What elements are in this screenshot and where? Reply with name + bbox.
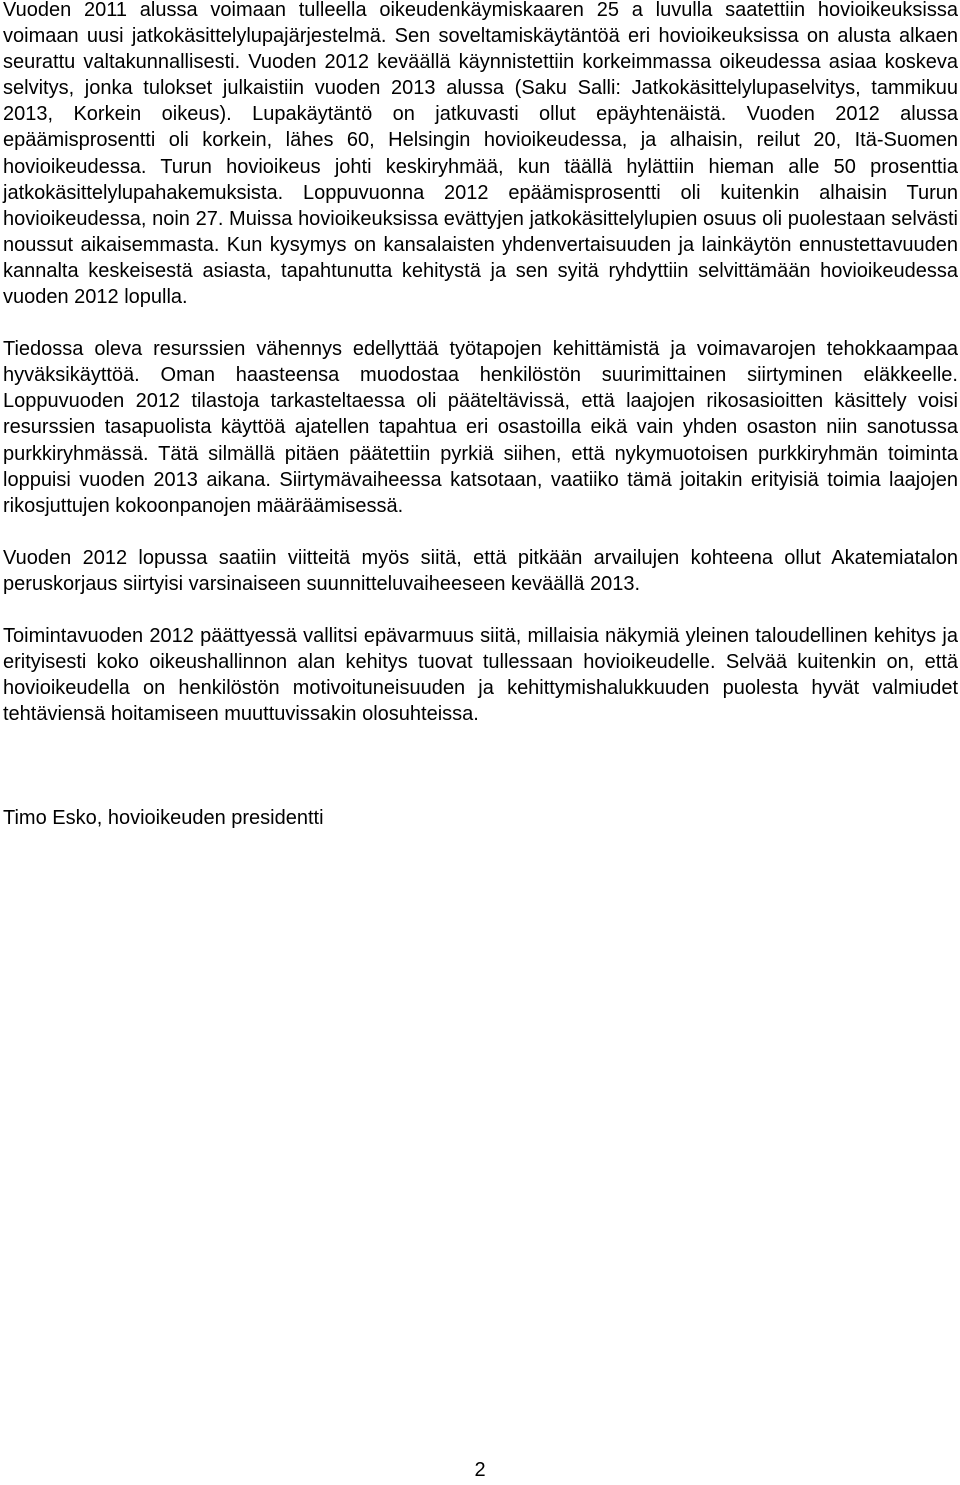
paragraph-resources: Tiedossa oleva resurssien vähennys edellyttää työtapojen kehittämistä ja voimavarojen tehokkaampaa hyväksikäyttöä. Oman haasteensa muodostaa henkilöstön suurimittainen siirtyminen eläkkeelle. Loppuvuoden 2012 tilastoja tarkasteltaessa oli pääteltävissä, että laajojen rikosasioitten käsittely voisi resurssien tasapuolista käyttöä ajatellen tapahtua eri osastoilla eikä vain yhden osaston niin sanotussa purkkiryhmässä. Tätä silmällä pitäen päätettiin pyrkiä siihen, että nykymuotoisen purkkiryhmän toiminta loppuisi vuoden 2013 aikana. Siirtymävaiheessa katsotaan, vaatiiko tämä joitakin erityisiä toimia laajojen rikosjuttujen kokoonpanojen määräämisessä.: [3, 338, 958, 517]
paragraph-spacer: [3, 597, 958, 623]
paragraph-renovation: Vuoden 2012 lopussa saatiin viitteitä myös siitä, että pitkään arvailujen kohteena ollut Akatemiatalon peruskorjaus siirtyisi varsinaiseen suunnitteluvaiheeseen keväällä 2013.: [3, 546, 958, 595]
paragraph-spacer: [3, 779, 958, 805]
document-page: [3, 0, 958, 831]
paragraph-appeal-permission: Vuoden 2011 alussa voimaan tulleella oikeudenkäymiskaaren 25 a luvulla saatettiin hovioikeuksissa voimaan uusi jatkokäsittelylupajärjestelmä. Sen soveltamiskäytäntöä eri hovioikeuksissa on alusta alkaen seurattu valtakunnallisesti. Vuoden 2012 keväällä käynnistettiin korkeimmassa oikeudessa asiaa koskeva selvitys, jonka tulokset julkaistiin vuoden 2013 alussa (Saku Salli: Jatkokäsittelylupaselvitys, tammikuu 2013, Korkein oikeus). Lupakäytäntö on jatkuvasti ollut epäyhtenäistä. Vuoden 2012 alussa epäämisprosentti oli korkein, lähes 60, Helsingin hovioikeudessa, ja alhaisin, reilut 20, Itä-Suomen hovioikeudessa. Turun hovioikeus johti keskiryhmää, kun täällä hylättiin hieman alle 50 prosenttia jatkokäsittelylupahakemuksista. Loppuvuonna 2012 epäämisprosentti oli kuitenkin alhaisin Turun hovioikeudessa, noin 27. Muissa hovioikeuksissa evättyjen jatkokäsittelylupien osuus oli puolestaan selvästi noussut aikaisemmasta. Kun kysymys on kansalaisten yhdenvertaisuuden ja lainkäytön ennustettavuuden kannalta keskeisestä asiasta, tapahtunutta kehitystä ja sen syitä ryhdyttiin selvittämään hovioikeudessa vuoden 2012 lopulla.: [3, 0, 958, 309]
paragraph-spacer: [3, 310, 958, 336]
paragraph-outlook: Toimintavuoden 2012 päättyessä vallitsi epävarmuus siitä, millaisia näkymiä yleinen taloudellinen kehitys ja erityisesti koko oikeushallinnon alan kehitys tuovat tullessaan hovioikeudelle. Selvää kuitenkin on, että hovioikeudella on henkilöstön motivoituneisuuden ja kehittymishalukkuuden puolesta hyvät valmiudet tehtäviensä hoitamiseen muuttuvissakin olosuhteissa.: [3, 624, 958, 726]
paragraph-spacer: [3, 519, 958, 545]
paragraph-spacer: [3, 753, 958, 779]
paragraph-spacer: [3, 727, 958, 753]
page-number: 2: [474, 1459, 486, 1481]
signature-line: Timo Esko, hovioikeuden presidentti: [3, 807, 324, 830]
